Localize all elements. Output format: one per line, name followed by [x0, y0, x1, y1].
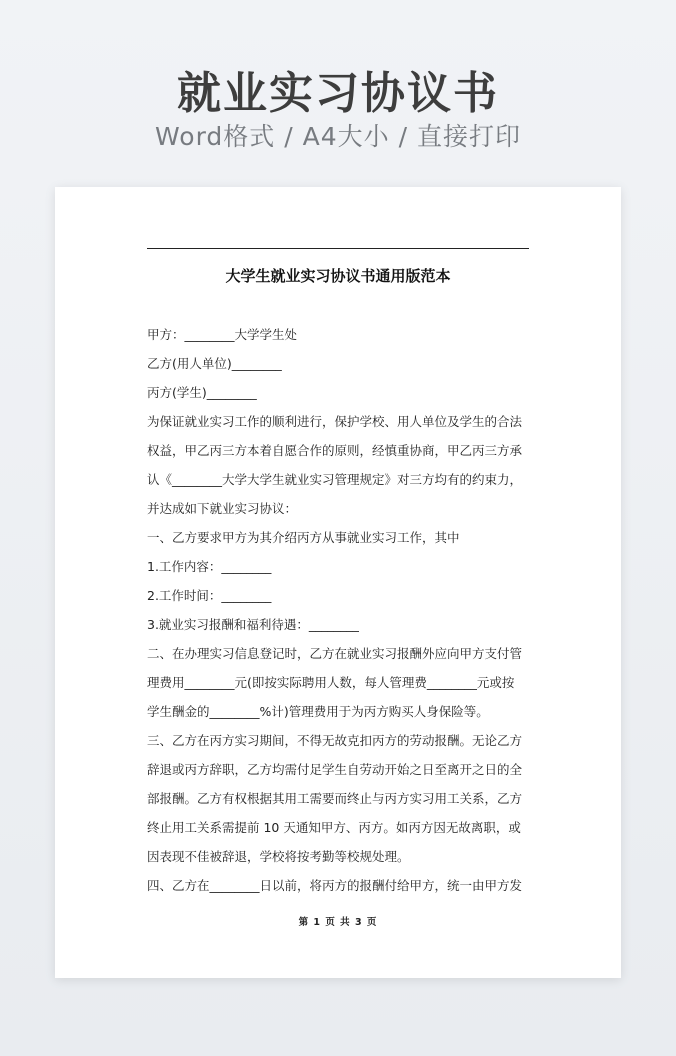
document-body — [147, 320, 531, 900]
body-line: 为保证就业实习工作的顺利进行，保护学校、用人单位及学生的合法 — [147, 414, 523, 429]
clause-1-item-1: 1.工作内容：________ — [147, 559, 272, 574]
clause-3-line: 辞退或丙方辞职，乙方均需付足学生自劳动开始之日至离开之日的全 — [147, 762, 523, 777]
banner-subtitle: Word格式 / A4大小 / 直接打印 — [155, 122, 521, 151]
document-page — [55, 187, 621, 978]
body-line: 并达成如下就业实习协议： — [147, 501, 298, 516]
clause-1-heading: 一、乙方要求甲方为其介绍丙方从事就业实习工作，其中 — [147, 530, 460, 545]
clause-2-line: 学生酬金的________%计)管理费用于为丙方购买人身保险等。 — [147, 704, 489, 719]
document-title: 大学生就业实习协议书通用版范本 — [225, 267, 451, 285]
clause-3-line: 终止用工关系需提前 10 天通知甲方、丙方。如丙方因无故离职，或 — [147, 820, 521, 835]
party-b-line: 乙方(用人单位)________ — [147, 356, 282, 371]
party-c-line: 丙方(学生)________ — [147, 385, 257, 400]
clause-1-item-3: 3.就业实习报酬和福利待遇：________ — [147, 617, 359, 632]
header-rule — [147, 248, 529, 249]
body-line: 权益，甲乙丙三方本着自愿合作的原则，经慎重协商，甲乙丙三方承 — [147, 443, 523, 458]
clause-4-line: 四、乙方在________日以前，将丙方的报酬付给甲方，统一由甲方发 — [147, 878, 523, 893]
clause-2-line: 理费用________元(即按实际聘用人数，每人管理费________元或按 — [147, 675, 515, 690]
body-line: 认《________大学大学生就业实习管理规定》对三方均有的约束力， — [147, 472, 523, 487]
clause-2-line: 二、在办理实习信息登记时，乙方在就业实习报酬外应向甲方支付管 — [147, 646, 523, 661]
party-a-line: 甲方：________大学学生处 — [147, 327, 298, 342]
banner-title: 就业实习协议书 — [177, 68, 499, 119]
clause-3-line: 因表现不佳被辞退，学校将按考勤等校规处理。 — [147, 849, 410, 864]
page-number-footer: 第 1 页 共 3 页 — [298, 917, 378, 928]
clause-1-item-2: 2.工作时间：________ — [147, 588, 272, 603]
clause-3-line: 部报酬。乙方有权根据其用工需要而终止与丙方实习用工关系，乙方 — [147, 791, 523, 806]
clause-3-line: 三、乙方在丙方实习期间，不得无故克扣丙方的劳动报酬。无论乙方 — [147, 733, 523, 748]
